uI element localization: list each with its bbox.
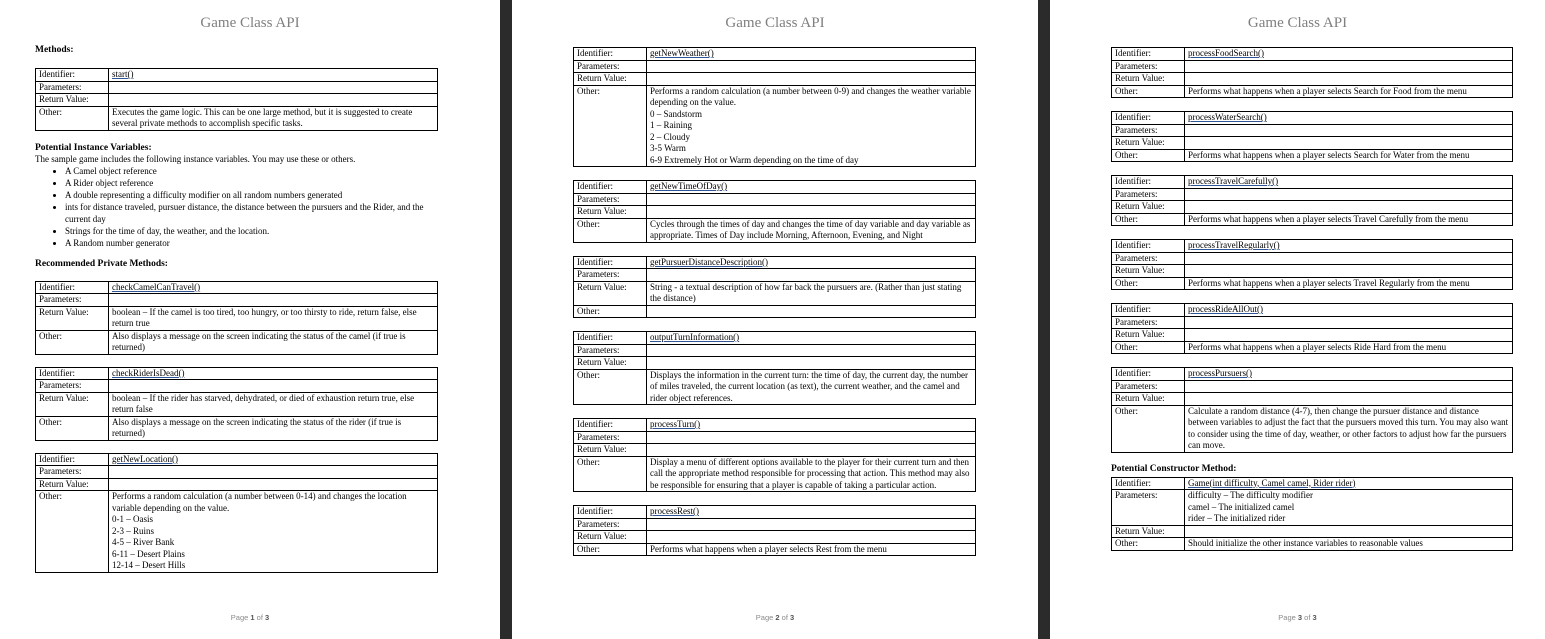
other-label: Other:	[574, 218, 647, 242]
method-return: boolean – If the rider has starved, dehydrated, or died of exhaustion return true, else return false	[109, 392, 438, 416]
return-value-label: Return Value:	[1112, 525, 1185, 538]
parameters-label: Parameters:	[1112, 124, 1185, 137]
api-table-check-rider	[35, 367, 438, 441]
other-label: Other:	[36, 106, 109, 130]
method-other: Calculate a random distance (4-7), then change the pursuer distance and distance between variables to adjust the fact that the pursuers moved this turn. You may also want to consider using the time of day, weather, or other factors to adjust how far the pursuers can move.	[1185, 405, 1513, 452]
list-item: • Strings for the time of day, the weather, and the location.	[65, 225, 438, 237]
api-table-get-new-time-of-day	[573, 180, 976, 243]
value-line: 6-9 Extremely Hot or Warm depending on the time of day	[650, 154, 859, 165]
other-label: Other:	[574, 543, 647, 556]
method-identifier: getPursuerDistanceDescription()	[650, 256, 768, 267]
method-other	[647, 85, 976, 167]
method-identifier: Game(int difficulty, Camel camel, Rider rider)	[1188, 477, 1356, 488]
method-other: Performs what happens when a player selects Ride Hard from the menu	[1185, 341, 1513, 354]
return-value-label: Return Value:	[574, 206, 647, 219]
list-item: • A Random number generator	[65, 237, 438, 249]
list-item: • A Rider object reference	[65, 177, 438, 189]
return-value-label: Return Value:	[36, 478, 109, 491]
footer-page-word: Page	[755, 613, 774, 622]
return-value-label: Return Value:	[36, 306, 109, 330]
return-value-label: Return Value:	[1112, 329, 1185, 342]
method-other: Performs what happens when a player selects Search for Water from the menu	[1185, 149, 1513, 162]
footer-page-total: 3	[790, 613, 795, 622]
instance-variables-intro: The sample game includes the following instance variables. You may use these or others.	[35, 153, 356, 164]
value-line: 2-3 – Ruins	[112, 525, 155, 536]
other-label: Other:	[1112, 405, 1185, 452]
method-other-intro: Performs a random calculation (a number between 0-9) and changes the weather variable depending on the value.	[650, 85, 971, 107]
other-label: Other:	[1112, 277, 1185, 290]
constructor-heading: Potential Constructor Method:	[1111, 463, 1237, 474]
method-other: Performs what happens when a player selects Search for Food from the menu	[1185, 85, 1513, 98]
method-other: Displays the information in the current turn: the time of day, the current day, the number of miles traveled, the current location (as text), the current weather, and the camel and rider object references.	[647, 369, 976, 405]
return-value-label: Return Value:	[574, 281, 647, 305]
other-label: Other:	[574, 456, 647, 492]
value-line: 1 – Raining	[650, 120, 692, 130]
page-footer	[0, 613, 500, 622]
page-header-title: Game Class API	[200, 15, 300, 31]
other-label: Other:	[574, 369, 647, 405]
method-identifier: processTravelCarefully()	[1188, 176, 1279, 186]
return-value-label: Return Value:	[574, 531, 647, 544]
parameters-label: Parameters:	[36, 380, 109, 393]
method-other: Also displays a message on the screen indicating the status of the camel (if true is returned)	[109, 330, 438, 354]
document-page-3	[1050, 0, 1545, 639]
method-other: Should initialize the other instance variables to reasonable values	[1185, 538, 1513, 551]
footer-page-total: 3	[1312, 613, 1317, 622]
footer-page-total: 3	[265, 613, 270, 622]
instance-variables-list	[35, 165, 438, 249]
other-label: Other:	[1112, 538, 1185, 551]
method-identifier: checkCamelCanTravel()	[112, 281, 201, 292]
return-value-label: Return Value:	[574, 444, 647, 457]
footer-of-word: of	[1304, 613, 1311, 622]
method-identifier: processTravelRegularly()	[1188, 240, 1280, 250]
method-other: Performs what happens when a player selects Rest from the menu	[647, 543, 976, 556]
list-item: • A Camel object reference	[65, 165, 438, 177]
method-other: Performs what happens when a player selects Travel Regularly from the menu	[1185, 277, 1513, 290]
method-identifier: processTurn()	[650, 419, 701, 429]
identifier-label: Identifier:	[36, 453, 109, 466]
identifier-label: Identifier:	[1112, 112, 1185, 125]
api-table-output-turn-information	[573, 331, 976, 405]
api-table-check-camel	[35, 281, 438, 355]
list-item: • ints for distance traveled, pursuer distance, the distance between the pursuers and the Rider, and the current day	[65, 201, 438, 225]
parameters-label: Parameters:	[574, 431, 647, 444]
identifier-label: Identifier:	[574, 48, 647, 61]
parameters-label: Parameters:	[1112, 188, 1185, 201]
method-other: Executes the game logic. This can be one large method, but it is suggested to create several private methods to accomplish specific tasks.	[109, 106, 438, 130]
return-value-label: Return Value:	[574, 73, 647, 86]
parameter-line: rider – The initialized rider	[1188, 513, 1286, 523]
identifier-label: Identifier:	[574, 332, 647, 345]
identifier-label: Identifier:	[1112, 48, 1185, 61]
page-header-title: Game Class API	[1247, 15, 1348, 31]
api-table-process-ride-all-out	[1111, 303, 1513, 354]
other-label: Other:	[36, 416, 109, 440]
identifier-label: Identifier:	[36, 367, 109, 380]
parameters-label: Parameters:	[1112, 316, 1185, 329]
value-line: 2 – Cloudy	[650, 131, 691, 142]
return-value-label: Return Value:	[36, 94, 109, 107]
method-other: Cycles through the times of day and changes the time of day variable and day variable as appropriate. Times of Day include Morning, Afternoon, Evening, and Night	[647, 218, 976, 242]
parameters-label: Parameters:	[1112, 380, 1185, 393]
parameters-label: Parameters:	[574, 193, 647, 206]
page-header-title: Game Class API	[725, 15, 825, 31]
other-label: Other:	[1112, 341, 1185, 354]
api-table-process-rest	[573, 505, 976, 556]
method-identifier: start()	[112, 69, 134, 79]
method-other: Performs what happens when a player selects Travel Carefully from the menu	[1185, 213, 1513, 226]
value-line: 3-5 Warm	[650, 143, 686, 153]
method-other-intro: Performs a random calculation (a number between 0-14) and changes the location variable depending on the value.	[112, 491, 407, 513]
api-table-process-travel-carefully	[1111, 175, 1513, 226]
methods-heading: Methods:	[35, 45, 74, 55]
other-label: Other:	[1112, 213, 1185, 226]
identifier-label: Identifier:	[574, 181, 647, 194]
return-value-label: Return Value:	[1112, 73, 1185, 86]
method-identifier: processWaterSearch()	[1188, 112, 1267, 122]
api-table-constructor	[1111, 477, 1513, 551]
identifier-label: Identifier:	[1112, 176, 1185, 189]
parameters-label: Parameters:	[574, 518, 647, 531]
value-line: 4-5 – River Bank	[112, 537, 175, 547]
method-parameters	[1185, 490, 1513, 526]
other-label: Other:	[1112, 85, 1185, 98]
value-line: 0-1 – Oasis	[112, 514, 153, 524]
identifier-label: Identifier:	[574, 506, 647, 519]
list-item: • A double representing a difficulty modifier on all random numbers generated	[65, 189, 438, 201]
method-return: String - a textual description of how far back the pursuers are. (Rather than just stating the distance)	[647, 281, 976, 305]
footer-page-number: 3	[1297, 613, 1303, 622]
identifier-label: Identifier:	[36, 69, 109, 82]
api-table-process-water-search	[1111, 111, 1513, 162]
other-label: Other:	[1112, 149, 1185, 162]
footer-of-word: of	[781, 613, 788, 622]
identifier-label: Identifier:	[1112, 304, 1185, 317]
page-footer	[1050, 613, 1545, 622]
parameters-label: Parameters:	[574, 60, 647, 73]
footer-page-word: Page	[1278, 613, 1296, 622]
document-page-2	[512, 0, 1038, 639]
method-other: Also displays a message on the screen indicating the status of the rider (if true is returned)	[109, 416, 438, 440]
identifier-label: Identifier:	[1112, 240, 1185, 253]
parameters-label: Parameters:	[1112, 60, 1185, 73]
other-label: Other:	[36, 491, 109, 573]
api-table-start	[35, 68, 438, 131]
api-table-process-food-search	[1111, 47, 1513, 98]
footer-page-word: Page	[230, 613, 249, 622]
other-label: Other:	[574, 85, 647, 167]
api-table-process-travel-regularly	[1111, 239, 1513, 290]
parameters-label: Parameters:	[36, 81, 109, 94]
method-identifier: processFoodSearch()	[1188, 48, 1264, 58]
method-identifier: checkRiderIsDead()	[112, 367, 185, 378]
return-value-label: Return Value:	[1112, 393, 1185, 406]
method-identifier: processRest()	[650, 506, 699, 516]
method-other	[109, 491, 438, 573]
identifier-label: Identifier:	[1112, 368, 1185, 381]
method-return: boolean – If the camel is too tired, too hungry, or too thirsty to ride, return false, else return true	[109, 306, 438, 330]
document-page-1	[0, 0, 500, 639]
other-label: Other:	[36, 330, 109, 354]
method-identifier: processPursuers()	[1188, 368, 1252, 378]
parameters-label: Parameters:	[1112, 252, 1185, 265]
footer-of-word: of	[256, 613, 263, 622]
api-table-process-turn	[573, 418, 976, 492]
return-value-label: Return Value:	[1112, 201, 1185, 214]
footer-page-number: 1	[250, 613, 255, 622]
other-label: Other:	[574, 305, 647, 318]
parameters-label: Parameters:	[1112, 490, 1185, 526]
api-table-get-new-weather	[573, 47, 976, 167]
page-footer	[512, 613, 1038, 622]
return-value-label: Return Value:	[36, 392, 109, 416]
method-identifier: getNewWeather()	[650, 48, 714, 58]
identifier-label: Identifier:	[574, 256, 647, 269]
footer-page-number: 2	[775, 613, 780, 622]
parameter-line: difficulty – The difficulty modifier	[1188, 490, 1313, 500]
api-table-process-pursuers	[1111, 367, 1513, 453]
value-line: 6-11 – Desert Plains	[112, 548, 185, 559]
private-methods-heading: Recommended Private Methods:	[35, 258, 168, 269]
identifier-label: Identifier:	[36, 281, 109, 294]
api-table-get-new-location	[35, 453, 438, 573]
return-value-label: Return Value:	[1112, 265, 1185, 278]
return-value-label: Return Value:	[574, 357, 647, 370]
value-line: 0 – Sandstorm	[650, 108, 703, 119]
parameter-line: camel – The initialized camel	[1188, 501, 1295, 512]
identifier-label: Identifier:	[574, 419, 647, 432]
identifier-label: Identifier:	[1112, 477, 1185, 490]
method-other: Display a menu of different options available to the player for their current turn and then call the appropriate method responsible for processing that action. This method may also be responsible for ensuring that a player is capable of taking a particular action.	[647, 456, 976, 492]
return-value-label: Return Value:	[1112, 137, 1185, 150]
method-identifier: getNewLocation()	[112, 453, 178, 464]
method-identifier: getNewTimeOfDay()	[650, 181, 728, 191]
api-table-get-pursuer-distance	[573, 256, 976, 319]
instance-variables-heading: Potential Instance Variables:	[35, 142, 152, 153]
value-line: 12-14 – Desert Hills	[112, 560, 186, 570]
parameters-label: Parameters:	[574, 269, 647, 282]
parameters-label: Parameters:	[36, 466, 109, 479]
method-identifier: processRideAllOut()	[1188, 304, 1263, 314]
method-identifier: outputTurnInformation()	[650, 332, 740, 342]
parameters-label: Parameters:	[574, 344, 647, 357]
parameters-label: Parameters:	[36, 294, 109, 307]
